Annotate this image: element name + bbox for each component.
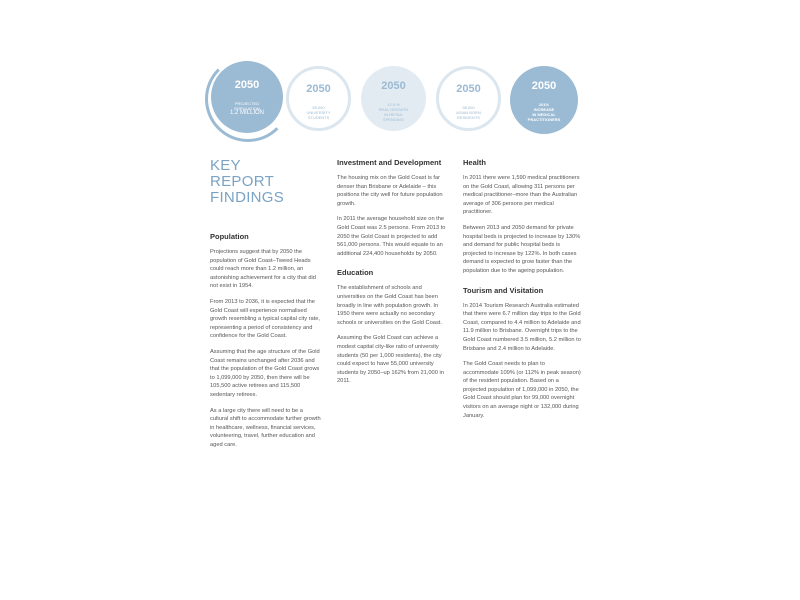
stat-arc-decoration: [205, 56, 291, 142]
stat-line: PRACTITIONERS: [527, 117, 561, 122]
stat-circle-students: [286, 66, 351, 131]
stat-line: SPENDING: [383, 117, 404, 122]
paragraph: As a large city there will need to be a cultural shift to accommodate further growth in healthcare, wellness, financial services, volunteering, travel, further education and aged care.: [210, 407, 321, 448]
stat-line: ASIAN BORN: [456, 110, 481, 115]
stat-label: [446, 105, 491, 120]
paragraph: From 2013 to 2036, it is expected that the Gold Coast will experience normalised growth resembling a typical capital city rate, representing a period of consistency and confidence for the Gold Coast.: [210, 298, 321, 340]
paragraph: Between 2013 and 2050 demand for private hospital beds is projected to increase by 130% and demand for public hospital beds is projected to increase by 122%. In both cases demand is expected to grow faster than the population due to the ageing population.: [463, 224, 581, 274]
stat-line: REAL GROWTH: [378, 107, 409, 112]
title-line: KEY: [210, 157, 241, 174]
paragraph: Assuming the Gold Coast can achieve a modest capital city-like ratio of university students (50 per 1,000 residents), the city could expect to have 55,000 university students by 2050–up 162% from 21,000 in 2011.: [337, 335, 444, 385]
stat-year: 2050: [234, 79, 260, 91]
stat-year: 2050: [456, 83, 481, 95]
column-health-tourism: [463, 158, 581, 427]
paragraph: In 2011 the average household size on the Gold Coast was 2.5 persons. From 2013 to 2050 the Gold Coast is projected to add 561,000 persons. This would equate to an additional 224,400 households by 2050.: [337, 216, 446, 257]
section-heading-population: Population: [210, 232, 249, 241]
stat-line: STUDENTS: [307, 115, 330, 120]
stat-label: [296, 105, 340, 120]
stat-big-value: 1.2 MILLION: [229, 110, 264, 116]
section-heading-education: Education: [337, 268, 374, 278]
page-title: [210, 158, 322, 206]
stat-year: 2050: [381, 80, 406, 92]
stat-line: 201%: [538, 102, 550, 107]
stat-line: IN RETAIL: [384, 112, 403, 117]
section-heading-investment: Investment and Development: [337, 158, 442, 167]
stat-line: UNIVERSITY: [306, 110, 331, 115]
stat-line: POPULATION: [234, 106, 260, 111]
section-heading-tourism: Tourism and Visitation: [463, 285, 544, 295]
title-line: FINDINGS: [210, 189, 285, 206]
stat-line: RESIDENTS: [457, 115, 480, 120]
paragraph: In 2011 there were 1,590 medical practitioners on the Gold Coast, allowing 311 persons per medical practitioner–more than the Australian average of 306 persons per medical practitioner.: [463, 175, 580, 216]
stat-line: IN MEDICAL: [532, 112, 556, 117]
stat-line: INCREASE: [533, 107, 555, 112]
paragraph: Projections suggest that by 2050 the population of Gold Coast–Tweed Heads could reach more than 1.2 million, an astonishing achievement for a city that did not exist in 1954.: [210, 249, 316, 290]
section-heading-health: Health: [463, 158, 486, 167]
stat-circle-medical: [510, 66, 578, 134]
paragraph: Assuming that the age structure of the Gold Coast remains unchanged after 2036 and that the population of the Gold Coast grows to 1,099,000 by 2050, then there will be 105,500 active retirees and 115,500 sedentary retirees.: [210, 348, 320, 398]
column-investment-education: [337, 158, 449, 393]
stat-year: 2050: [531, 80, 557, 92]
stat-circle-retail: [361, 66, 426, 131]
stat-line: 55,000: [312, 105, 325, 110]
stat-line: 12.5 %: [387, 102, 400, 107]
column-population: [210, 158, 322, 456]
paragraph: The housing mix on the Gold Coast is far denser than Brisbane or Adelaide – this positions the city well for future population growth.: [337, 175, 443, 207]
stat-year: 2050: [306, 83, 331, 95]
paragraph: The establishment of schools and universities on the Gold Coast has been broadly in line with population growth. In 1950 there were actually no secondary schools or universities on the Gold Coast.: [337, 285, 442, 326]
stat-label: [369, 102, 419, 122]
stat-line: 98,000: [462, 105, 475, 110]
stat-label: [518, 102, 571, 122]
title-line: REPORT: [210, 173, 275, 190]
paragraph: The Gold Coast needs to plan to accommodate 109% (or 112% in peak season) of the resident population. Based on a projected population of 1,099,000 in 2050, the Gold Coast should plan for 99,000 overnight visitors on an average night or 132,000 during January.: [463, 361, 581, 419]
paragraph: In 2014 Tourism Research Australia estimated that there were 6.7 million day trips to the Gold Coast, compared to 4.4 million to Adelaide and 11.9 million to Brisbane. Overnight trips to the Gold Coast numbered 3.5 million, 5.2 million to Brisbane and 2.4 million to Adelaide.: [463, 302, 581, 352]
stat-line: PROJECTED: [234, 101, 260, 106]
stat-circle-asian-residents: [436, 66, 501, 131]
